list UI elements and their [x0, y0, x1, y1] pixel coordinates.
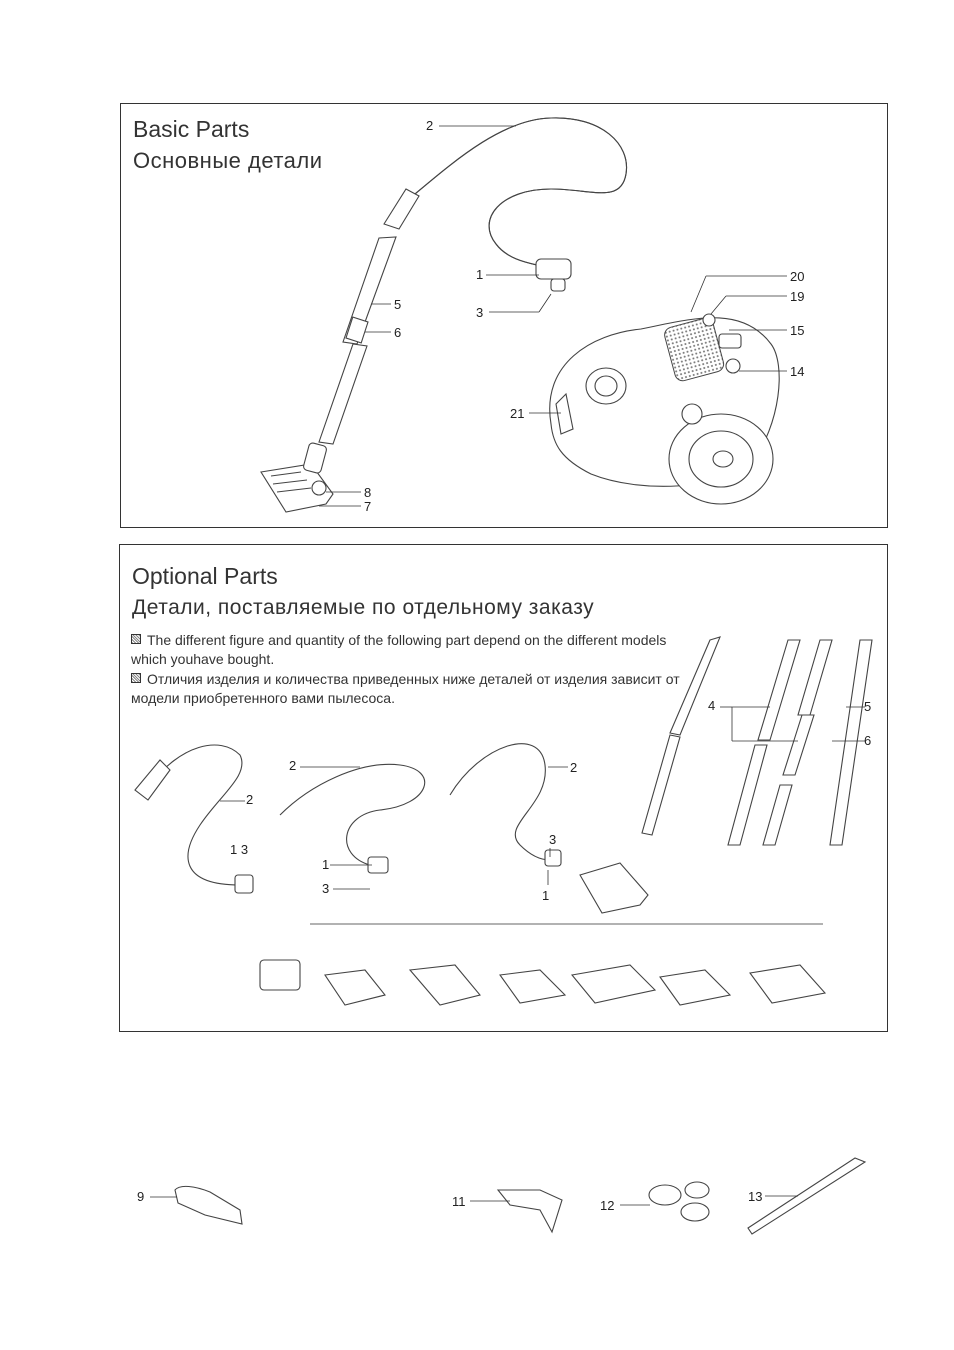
upholstery-nozzle: [470, 1190, 562, 1232]
opt-callout-4: 4: [708, 698, 716, 713]
callout-1: 1: [476, 267, 484, 282]
opt-callout-1b: 1: [322, 857, 330, 872]
callout-11: 11: [452, 1194, 466, 1209]
optional-note-ru: Отличия изделия и количества приведенных ниже деталей от изделия зависит от модели приобретенного вами пылесоса.: [131, 671, 680, 706]
optional-note-en: The different figure and quantity of the following part depend on the different models which youhave bought.: [131, 632, 667, 667]
callout-20: 20: [790, 269, 805, 284]
opt-callout-6: 6: [864, 733, 872, 748]
basic-parts-title: Basic Parts: [133, 116, 250, 142]
callout-13: 13: [748, 1189, 763, 1204]
callout-3: 3: [476, 305, 484, 320]
dusting-brush: [150, 1186, 242, 1224]
callout-7: 7: [364, 499, 372, 514]
filter-set: [620, 1182, 709, 1221]
opt-callout-2a: 2: [246, 792, 254, 807]
opt-callout-5: 5: [864, 699, 872, 714]
crevice-tool: [748, 1158, 865, 1234]
callout-6: 6: [394, 325, 402, 340]
opt-callout-3b: 3: [322, 881, 330, 896]
callout-15: 15: [790, 323, 805, 338]
callout-14: 14: [790, 364, 805, 379]
opt-callout-2b: 2: [289, 758, 297, 773]
callout-19: 19: [790, 289, 805, 304]
opt-callout-3c: 3: [549, 832, 557, 847]
opt-callout-1c: 1: [542, 888, 550, 903]
callout-12: 12: [600, 1198, 615, 1213]
opt-callout-13: 1 3: [230, 842, 249, 857]
callout-21: 21: [510, 406, 525, 421]
optional-parts-title-ru: Детали, поставляемые по отдельному заказу: [132, 596, 595, 619]
callout-5: 5: [394, 297, 402, 312]
opt-callout-2c: 2: [570, 760, 578, 775]
optional-parts-title: Optional Parts: [132, 563, 278, 589]
callout-8: 8: [364, 485, 372, 500]
callout-2: 2: [426, 118, 434, 133]
callout-9: 9: [137, 1189, 145, 1204]
basic-parts-title-ru: Основные детали: [133, 148, 323, 173]
